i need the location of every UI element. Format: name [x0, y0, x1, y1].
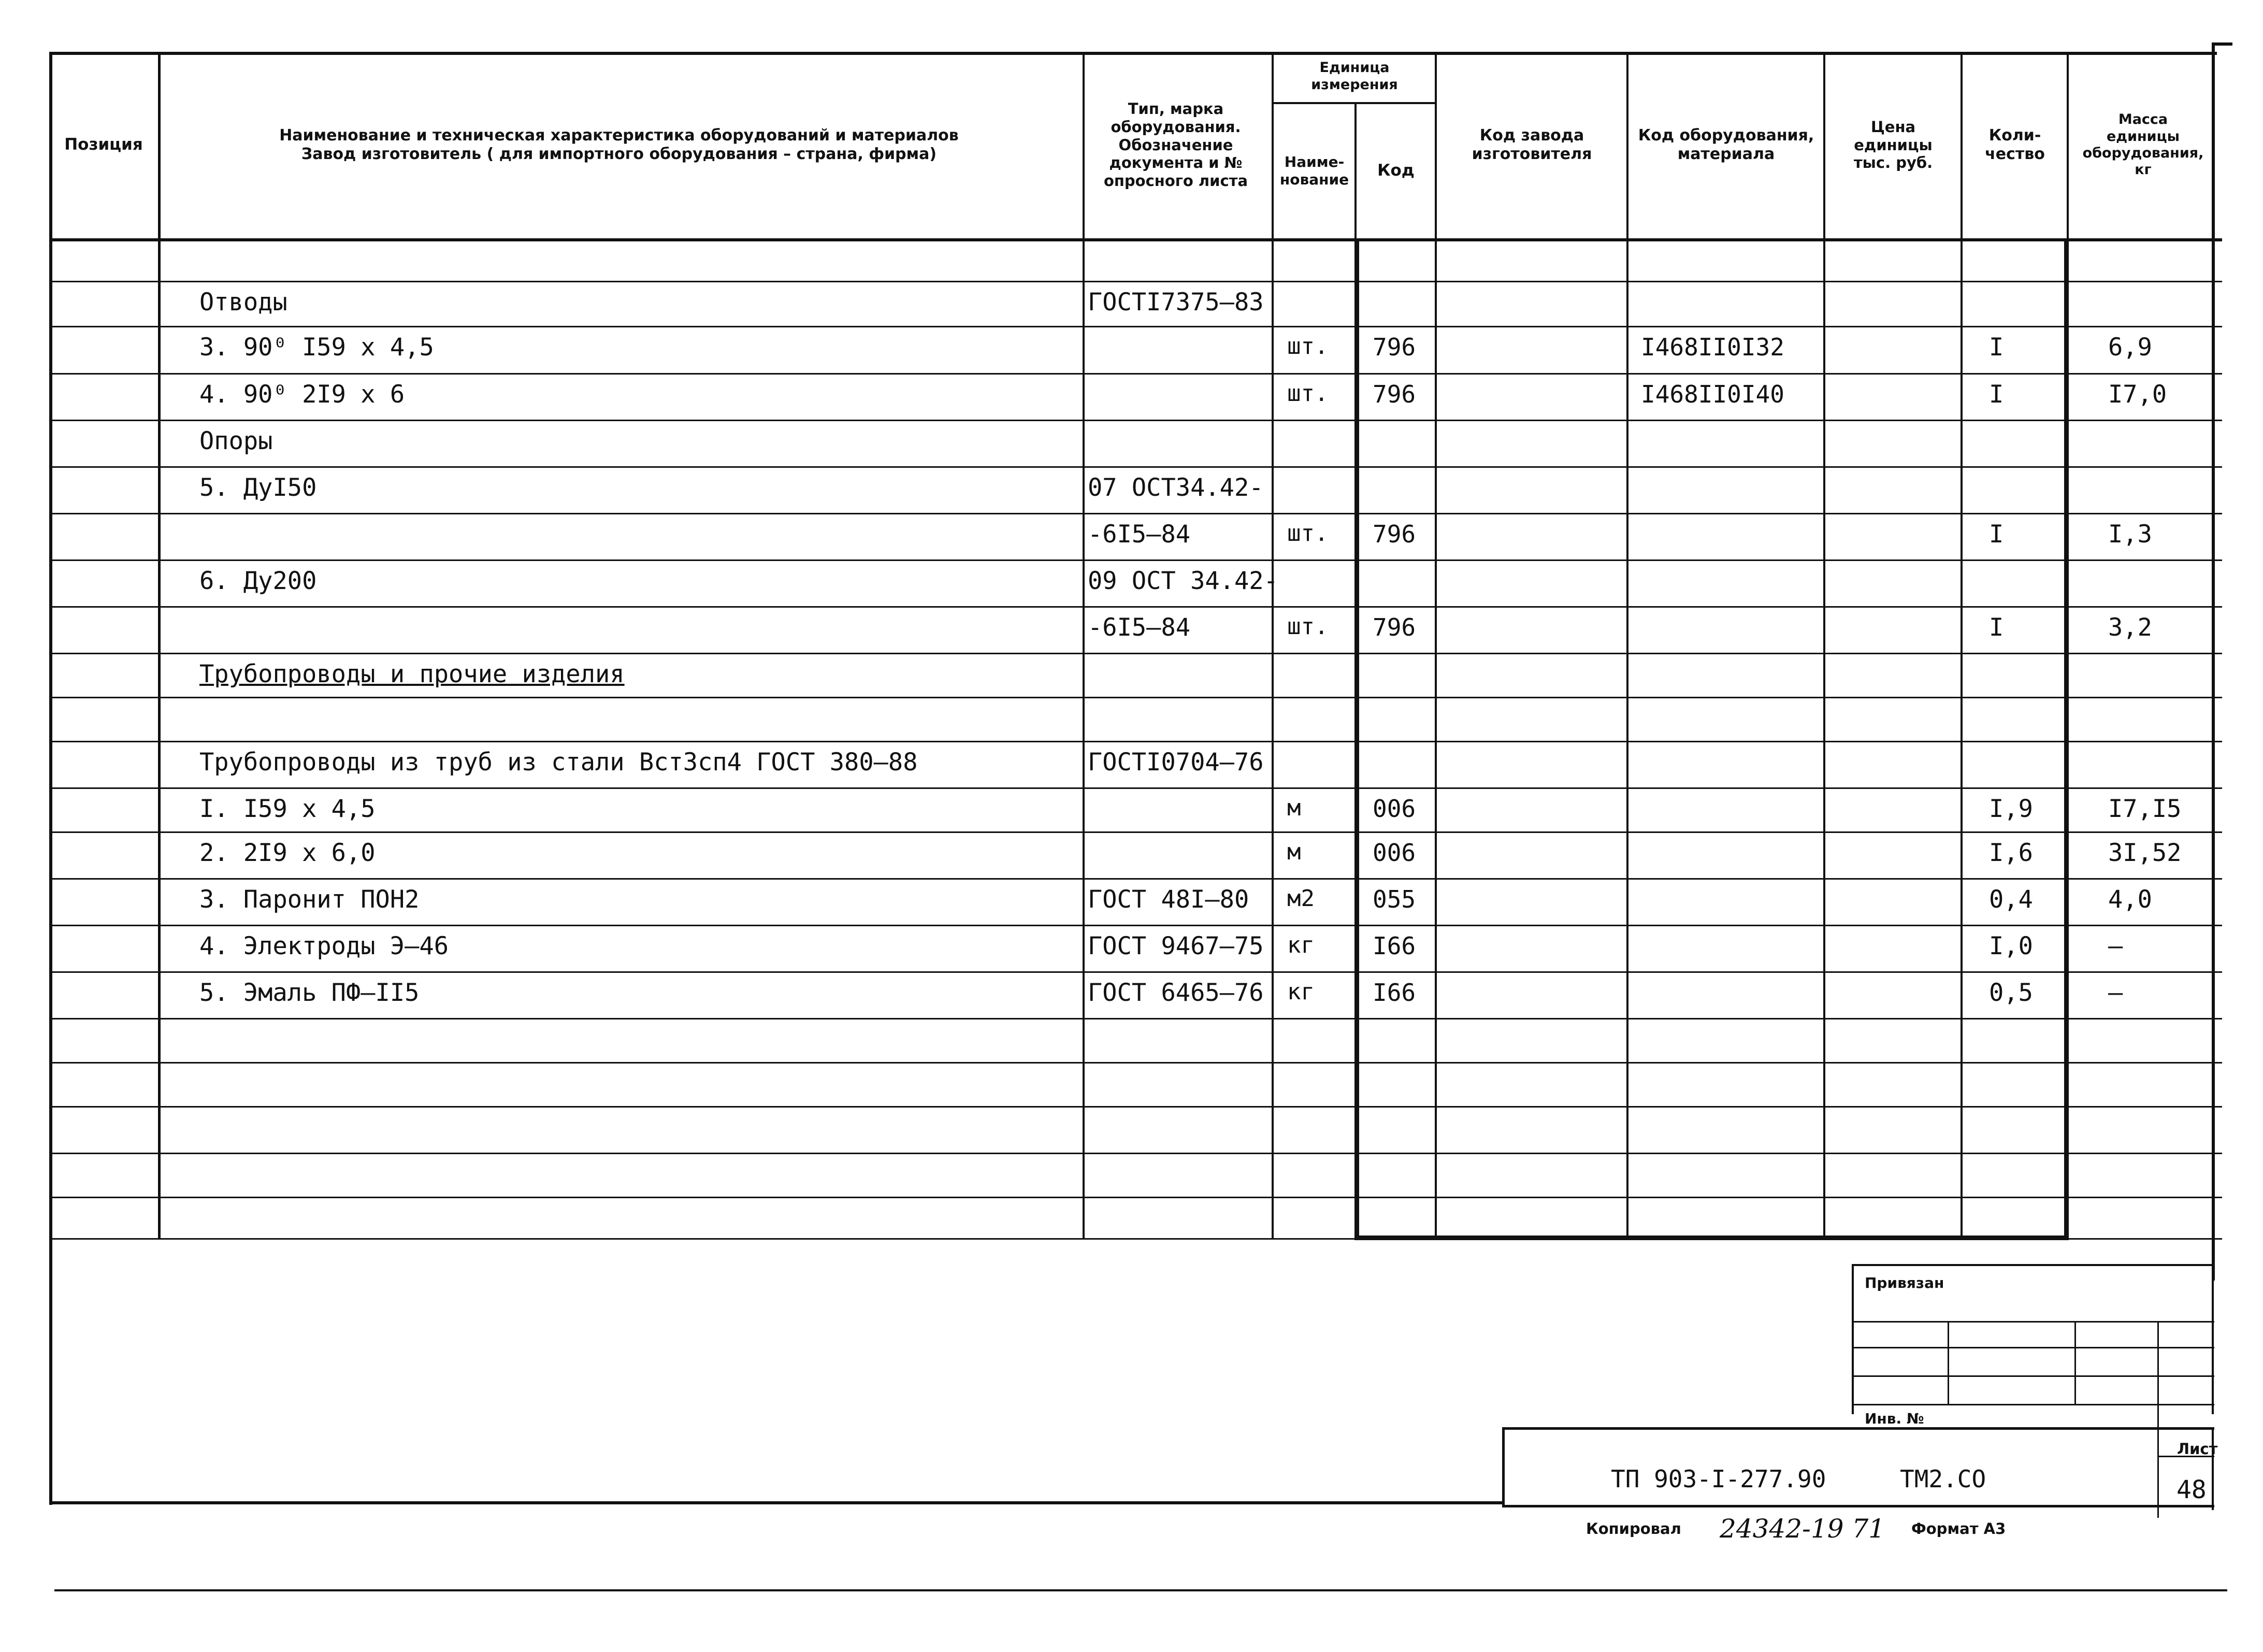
header-mass: Масса единицы оборудования, кг [2082, 111, 2204, 178]
grid-line [1435, 52, 1437, 1238]
row-quantity: 0,5 [1989, 979, 2033, 1007]
row-mass: I7,0 [2108, 380, 2167, 409]
stamp-format: Формат А3 [1911, 1520, 2006, 1538]
row-quantity: I,6 [1989, 839, 2033, 867]
grid-line [1354, 238, 1359, 1238]
row-unit: кг [1287, 932, 1315, 958]
row-unit: м [1287, 839, 1301, 865]
grid-line [1852, 1264, 2214, 1266]
row-name: 5. Эмаль ПФ–II5 [199, 979, 420, 1007]
row-name: Отводы [199, 288, 287, 317]
grid-line [49, 787, 2222, 789]
row-unit: шт. [1287, 333, 1329, 360]
grid-line [1852, 1321, 2214, 1323]
row-unit: шт. [1287, 520, 1329, 547]
grid-line [49, 1501, 1502, 1504]
header-equipment-code: Код оборудования, материала [1638, 126, 1814, 163]
grid-line [2212, 1427, 2214, 1510]
grid-line [1948, 1321, 1949, 1404]
grid-line [49, 653, 2222, 654]
header-quantity: Коли- чество [1985, 126, 2045, 163]
row-name: Трубопроводы из труб из стали ВстЗсп4 ГОСТ 380–88 [199, 748, 918, 777]
grid-line [49, 741, 2222, 742]
grid-line [49, 925, 2222, 926]
row-type: ГОСТ 48I–80 [1088, 885, 1249, 914]
row-type: -6I5–84 [1088, 520, 1191, 549]
row-unit-code: 055 [1373, 885, 1416, 913]
row-mass: I,3 [2108, 520, 2152, 549]
grid-line [49, 1197, 2222, 1198]
row-type: ГОСТI0704–76 [1088, 748, 1264, 777]
row-mass: – [2108, 932, 2123, 960]
grid-line [49, 1062, 2222, 1064]
grid-line [2064, 238, 2069, 1238]
row-name: 3. Паронит ПОН2 [199, 885, 420, 914]
row-unit-code: 006 [1373, 795, 1416, 823]
row-quantity: I,9 [1989, 795, 2033, 823]
header-type: Тип, марка оборудования. Обозначение документа и № опросного листа [1103, 100, 1248, 190]
row-unit-code: 796 [1373, 613, 1416, 641]
row-quantity: I [1989, 333, 2004, 362]
grid-line [1502, 1427, 1505, 1505]
stamp-list-label: Лист [2177, 1440, 2218, 1458]
row-type: ГОСТ 9467–75 [1088, 932, 1264, 960]
row-quantity: I [1989, 380, 2004, 409]
grid-line [1823, 52, 1825, 1238]
grid-line [54, 1589, 2227, 1591]
row-name: 4. Электроды Э–46 [199, 932, 449, 960]
row-quantity: I [1989, 613, 2004, 642]
row-mass: 4,0 [2108, 885, 2152, 914]
grid-line [1502, 1505, 2214, 1507]
grid-line [49, 831, 2222, 833]
row-unit-code: 796 [1373, 333, 1416, 361]
row-type: ГОСТI7375–83 [1088, 288, 1264, 317]
grid-line [49, 52, 52, 1505]
row-equipment-code: I468II0I32 [1641, 333, 1784, 361]
grid-line [49, 971, 2222, 973]
stamp-inv-number: Инв. № [1865, 1410, 1924, 1427]
stamp-doc-part: ТМ2.СО [1900, 1465, 1986, 1493]
grid-line [49, 466, 2222, 468]
grid-line [49, 238, 2222, 241]
row-unit-code: 006 [1373, 839, 1416, 867]
grid-line [1852, 1347, 2214, 1348]
row-unit: шт. [1287, 613, 1329, 640]
grid-line [1852, 1375, 2214, 1377]
row-mass: 3,2 [2108, 613, 2152, 642]
row-name: 3. 90⁰ I59 x 4,5 [199, 333, 434, 362]
grid-line [49, 606, 2222, 608]
header-unit-code: Код [1377, 161, 1415, 180]
row-quantity: 0,4 [1989, 885, 2033, 914]
grid-line [49, 1018, 2222, 1019]
grid-line [49, 373, 2222, 375]
header-position: Позиция [64, 135, 143, 154]
grid-line [49, 1106, 2222, 1108]
row-mass: – [2108, 979, 2123, 1007]
stamp-kopiroval: Копировал [1586, 1520, 1681, 1538]
grid-line [49, 420, 2222, 421]
row-type: -6I5–84 [1088, 613, 1191, 642]
grid-line [49, 559, 2222, 561]
row-equipment-code: I468II0I40 [1641, 380, 1784, 408]
row-name: 4. 90⁰ 2I9 x 6 [199, 380, 405, 409]
grid-line [2157, 1321, 2159, 1518]
grid-line [1626, 52, 1628, 1238]
row-mass: I7,I5 [2108, 795, 2182, 823]
row-mass: 3I,52 [2108, 839, 2182, 867]
row-name: 5. ДуI50 [199, 473, 317, 502]
row-unit-code: I66 [1373, 979, 1416, 1007]
grid-line [1852, 1404, 2214, 1405]
grid-line [1272, 52, 1274, 1238]
grid-line [2074, 1321, 2076, 1404]
stamp-sheet-number: 48 [2176, 1475, 2207, 1504]
grid-line [49, 1153, 2222, 1154]
header-name: Наименование и техническая характеристика оборудований и материалов Завод изготовитель ( для импортного оборудования – страна, фирма) [279, 126, 959, 163]
grid-line [49, 697, 2222, 698]
grid-line [1354, 1236, 2069, 1240]
grid-line [49, 513, 2222, 514]
row-mass: 6,9 [2108, 333, 2152, 362]
grid-line [2212, 42, 2232, 46]
row-name: 2. 2I9 x 6,0 [199, 839, 376, 867]
row-name: Опоры [199, 427, 273, 455]
grid-line [2212, 1264, 2214, 1414]
row-unit: кг [1287, 979, 1315, 1005]
stamp-doc-code: ТП 903-I-277.90 [1611, 1465, 1826, 1493]
row-unit: м [1287, 795, 1301, 821]
row-quantity: I [1989, 520, 2004, 549]
row-name: I. I59 x 4,5 [199, 795, 376, 823]
grid-line [1852, 1264, 1854, 1414]
header-unit-name: Наиме- нование [1279, 153, 1349, 188]
row-quantity: I,0 [1989, 932, 2033, 960]
row-name: 6. Ду200 [199, 567, 317, 595]
row-unit-code: 796 [1373, 520, 1416, 548]
header-factory-code: Код завода изготовителя [1472, 126, 1592, 163]
row-unit-code: 796 [1373, 380, 1416, 408]
row-type: 07 ОСТ34.42- [1088, 473, 1264, 502]
grid-line [1502, 1427, 2214, 1430]
row-unit: м2 [1287, 885, 1315, 912]
grid-line [49, 878, 2222, 880]
stamp-privyazan: Привязан [1865, 1274, 1944, 1291]
row-type: ГОСТ 6465–76 [1088, 979, 1264, 1007]
row-unit-code: I66 [1373, 932, 1416, 960]
row-unit: шт. [1287, 380, 1329, 407]
header-price: Цена единицы тыс. руб. [1853, 118, 1933, 172]
row-type: 09 ОСТ 34.42- [1088, 567, 1278, 595]
grid-line [1961, 52, 1963, 1238]
stamp-copy-number: 24342-19 71 [1720, 1514, 1885, 1544]
row-name: Трубопроводы и прочие изделия [199, 660, 625, 688]
grid-line [49, 281, 2222, 282]
header-unit: Единица измерения [1311, 60, 1398, 93]
grid-line [49, 326, 2222, 327]
